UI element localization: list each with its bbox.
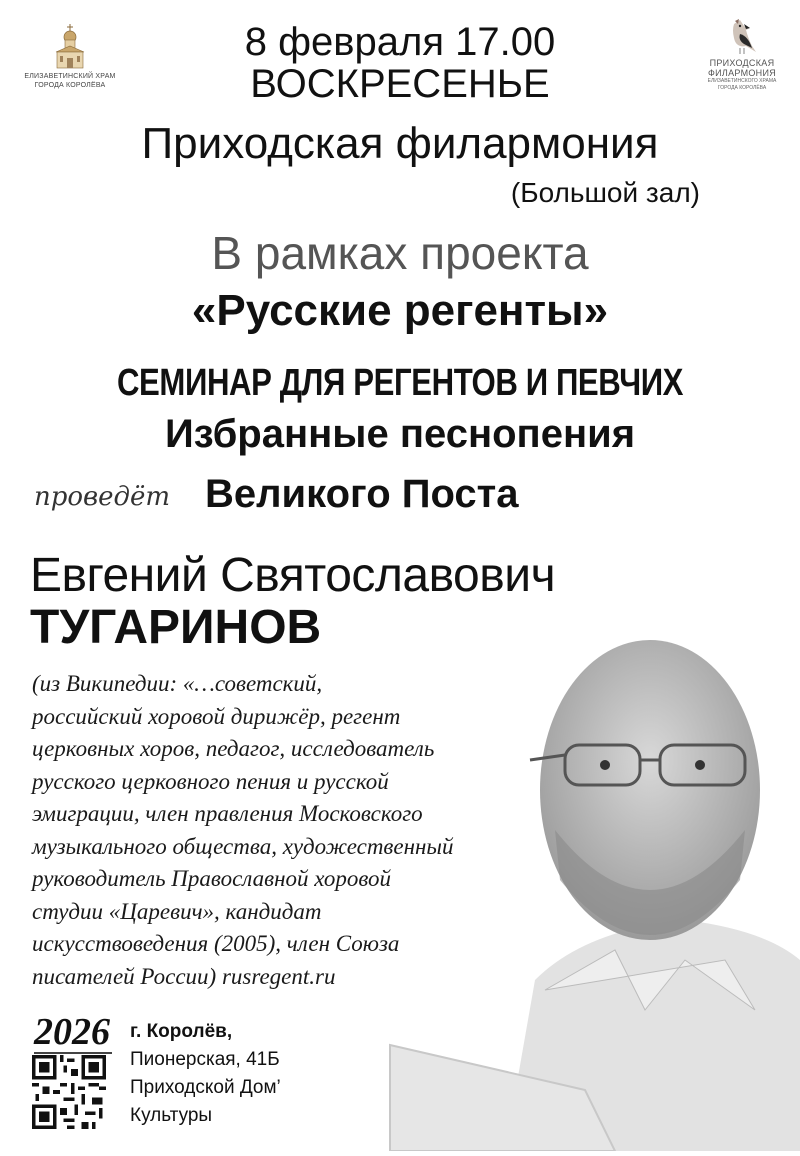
event-date-time: 8 февраля 17.00 (244, 20, 556, 64)
address-city: г. Королёв, (130, 1021, 233, 1042)
event-hall: (Большой зал) (510, 177, 700, 208)
philharmonic-logo-caption-4: ГОРОДА КОРОЛЁВА (717, 85, 767, 91)
venue-address (130, 1018, 281, 1130)
speaker-first-middle-name: Евгений Святославович (30, 549, 556, 602)
bio-line: эмиграции, член правления Московского (32, 801, 423, 826)
event-venue: Приходская филармония (141, 119, 659, 168)
philharmonic-logo-caption-3: ЕЛИЗАВЕТИНСКОГО ХРАМА (707, 78, 777, 84)
church-logo-caption-1: ЕЛИЗАВЕТИНСКИЙ ХРАМ (24, 73, 116, 80)
philharmonic-logo-caption-2: ФИЛАРМОНИЯ (707, 68, 777, 78)
topic-line-1: Избранные песнопения (164, 412, 636, 456)
seminar-title: СЕМИНАР ДЛЯ РЕГЕНТОВ И ПЕВЧИХ (116, 362, 684, 404)
bio-line: писателей России) rusregent.ru (32, 963, 336, 989)
bio-line: музыкального общества, художественный (32, 833, 454, 859)
bio-line: церковных хоров, педагог, исследователь (32, 736, 435, 761)
address-place-2: Культуры (130, 1105, 213, 1126)
conducts-label: проведёт (34, 482, 171, 512)
speaker-bio (32, 668, 512, 993)
topic-line-2: Великого Поста (205, 472, 519, 516)
project-name: «Русские регенты» (191, 286, 609, 335)
bio-line: искусствоведения (2005), член Союза (32, 931, 400, 956)
bio-line: студии «Царевич», кандидат (32, 898, 322, 924)
speaker-last-name: ТУГАРИНОВ (30, 601, 322, 654)
bio-line: руководитель Православной хоровой (32, 866, 392, 891)
address-place-1: Приходской Дом’ (130, 1077, 281, 1098)
address-street: Пионерская, 41Б (130, 1049, 280, 1070)
year-label: 2026 (34, 1011, 110, 1053)
church-logo-caption-2: ГОРОДА КОРОЛЁВА (34, 82, 106, 89)
bio-line: российский хоровой дирижёр, регент (32, 703, 401, 729)
project-intro: В рамках проекта (211, 227, 589, 279)
philharmonic-logo-caption-1: ПРИХОДСКАЯ (709, 58, 775, 68)
bio-line: русского церковного пения и русской (32, 768, 389, 794)
bio-line: (из Википедии: «…советский, (32, 671, 323, 696)
qr-code[interactable] (32, 1055, 106, 1129)
event-weekday: ВОСКРЕСЕНЬЕ (250, 62, 550, 106)
